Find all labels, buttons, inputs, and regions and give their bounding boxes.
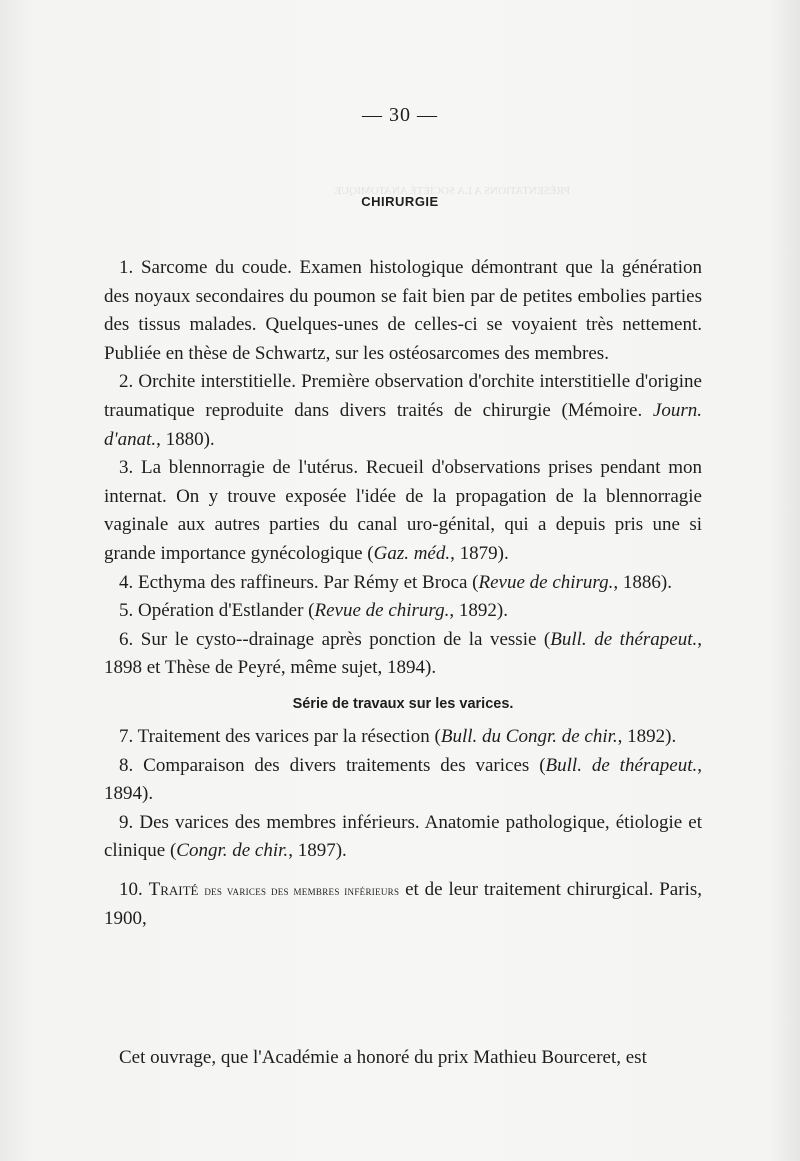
entry-text: Sarcome du coude. Examen histologique démontrant que la génération des noyaux secondaires du poumon se fait bien par de petites embolies parties des tissus malades. Quelques-unes de celles-ci se voyaient très nettement. Publiée en thèse de Schwartz, sur les ostéosarcomes des membres. [104, 257, 703, 364]
entries-list [104, 254, 702, 934]
entry-text: et de leur traitement chirurgical. Paris, 1900, [104, 878, 702, 930]
list-item [104, 876, 702, 934]
entry-number: 3. [119, 457, 134, 479]
list-item [104, 454, 702, 568]
series-heading: Série de travaux sur les varices. [292, 695, 514, 712]
entry-number: 5. [119, 600, 134, 622]
entry-text-end: , 1892). [617, 725, 677, 747]
entry-text: Traitement des varices par la résection ( [137, 725, 441, 747]
list-item [104, 368, 702, 454]
entry-number: 10. [119, 878, 143, 900]
journal-ref: Congr. de chir. [176, 840, 289, 862]
entry-text-end: , 1880). [156, 428, 215, 450]
entry-number: 4. [119, 571, 134, 593]
book-title-first: Traité [148, 878, 199, 900]
list-item [104, 254, 702, 368]
entry-text: Comparaison des divers traitements des varices ( [143, 754, 546, 776]
entry-text-end: , 1894). [104, 754, 703, 805]
list-item [104, 569, 702, 598]
entry-number: 2. [119, 371, 134, 393]
book-title-rest: des varices des membres inférieurs [204, 882, 400, 898]
entry-text-end: , 1892). [449, 600, 508, 622]
entry-text: Ecthyma des raffineurs. Par Rémy et Broca ( [138, 571, 479, 593]
journal-ref: Journ. d'anat. [104, 399, 702, 450]
list-item [104, 723, 702, 752]
list-item [104, 809, 702, 866]
entry-number: 9. [119, 811, 134, 833]
bleed-heading: PRÉSENTATIONS A LA SOCIÉTÉ ANATOMIQUE [334, 185, 570, 197]
entry-text: Des varices des membres inférieurs. Anatomie pathologique, étiologie et clinique ( [104, 811, 703, 862]
journal-ref: Gaz. méd. [373, 542, 451, 564]
entry-text: Opération d'Estlander ( [138, 600, 315, 622]
entry-text-end: , 1898 et Thèse de Peyré, même sujet, 1894). [104, 628, 702, 679]
list-item [104, 752, 702, 809]
entry-text: Orchite interstitielle. Première observation d'orchite interstitielle d'origine traumatique reproduite dans divers traités de chirurgie (Mémoire. [104, 371, 702, 421]
closing-paragraph: Cet ouvrage, que l'Académie a honoré du prix Mathieu Bourceret, est [119, 1047, 647, 1068]
entry-number: 6. [119, 628, 134, 650]
section-title: CHIRURGIE [361, 194, 439, 209]
entry-text-end: , 1897). [288, 840, 347, 862]
journal-ref: Revue de chirurg. [314, 600, 450, 622]
entry-text: La blennorragie de l'utérus. Recueil d'observations prises pendant mon internat. On y trouve exposée l'idée de la propagation de la blennorragie vaginale aux autres parties du canal uro-génital, qui a depuis pris une si grande importance gynécologique ( [104, 457, 703, 564]
list-item [104, 597, 702, 626]
journal-ref: Bull. de thérapeut. [545, 754, 698, 776]
journal-ref: Revue de chirurg. [478, 571, 614, 593]
entry-text-end: , 1886). [613, 571, 672, 593]
entry-number: 8. [119, 754, 134, 776]
entry-text: Sur le cysto--drainage après ponction de la vessie ( [140, 628, 551, 650]
page-number: — 30 — [362, 104, 438, 126]
entry-number: 1. [119, 257, 134, 278]
entry-number: 7. [119, 725, 134, 747]
entry-text-end: , 1879). [450, 542, 509, 564]
journal-ref: Bull. de thérapeut. [550, 628, 698, 650]
list-item [104, 626, 702, 683]
journal-ref: Bull. du Congr. de chir. [440, 725, 618, 747]
